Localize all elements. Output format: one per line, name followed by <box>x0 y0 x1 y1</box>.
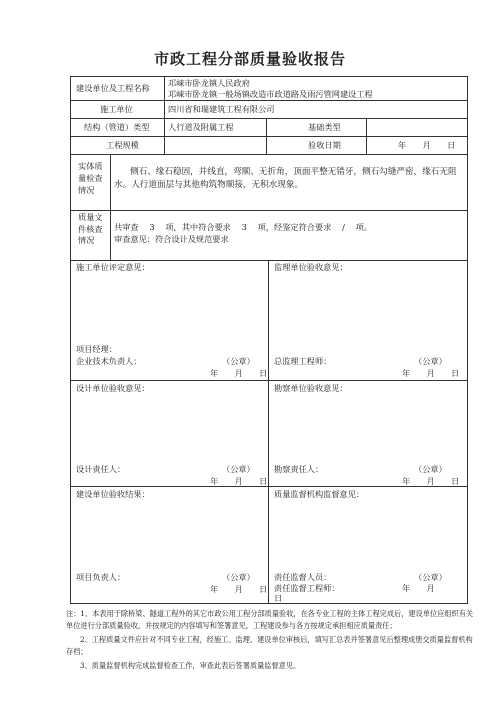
entity-check-value: 侧石、缘石稳固，并线直，弯顺、无折角，顶面平整无错牙，侧石勾缝严密，缘石无阻水。人行道面层与其他构筑物顺接，无积水现象。 <box>114 167 457 190</box>
survey-lead-label: 勘察责任人： <box>274 464 324 474</box>
col-divider <box>110 154 111 260</box>
survey-opinion-label: 勘察单位验收意见： <box>274 383 348 393</box>
seal: （公章） <box>222 572 255 582</box>
scale-label: 工程规模 <box>106 140 139 150</box>
construction-unit-value: 四川省和瑞建筑工程有限公司 <box>168 104 275 114</box>
col-divider <box>266 118 267 154</box>
build-unit-value-1: 邛崃市卧龙镇人民政府 <box>168 78 250 88</box>
col-divider <box>268 260 269 604</box>
date-split-a: 年 月 <box>402 583 435 593</box>
project-manager-label: 项目经理： <box>76 344 117 354</box>
supervisor-person-label: 责任监督人员： <box>274 572 332 582</box>
docs-check-label: 质量文件核查情况 <box>78 212 103 245</box>
col-divider <box>366 118 367 154</box>
foundation-label: 基础类型 <box>308 122 341 132</box>
acceptance-date-value: 年 月 日 <box>398 140 456 150</box>
build-unit-value-2: 邛崃市卧龙镇一般场镇改造市政道路及雨污管网建设工程 <box>168 89 373 99</box>
quality-supervision-label: 质量监督机构监督意见： <box>274 489 365 499</box>
seal: （公章） <box>414 572 447 582</box>
acceptance-date-label: 验收日期 <box>308 140 341 150</box>
page-title: 市政工程分部质量验收报告 <box>153 50 346 68</box>
date: 年 月 日 <box>210 368 268 378</box>
col-divider <box>164 76 165 154</box>
supervisor-engineer-label: 责任监督工程师： <box>274 583 340 593</box>
seal: （公章） <box>222 464 255 474</box>
structure-label: 结构（管道）类型 <box>84 122 150 132</box>
docs-check-line2: 审查意见：符合设计及规范要求 <box>114 234 229 244</box>
date: 年 月 日 <box>210 584 268 594</box>
project-lead-label: 项目负责人： <box>76 572 126 582</box>
seal: （公章） <box>414 356 447 366</box>
row-divider <box>70 100 468 101</box>
docs-check-line1: 共审查 3 项，其中符合要求 3 项，经鉴定符合要求 / 项。 <box>114 222 373 232</box>
tech-lead-label: 企业技术负责人： <box>76 356 142 366</box>
row-divider <box>70 260 468 261</box>
supervision-opinion-label: 监理单位验收意见： <box>274 262 348 272</box>
note-2: 2、工程质量文件应针对不同专业工程，经施工、监理、建设单位审核后，填写汇总表并签署意见后整理成册交质量监督机构存档； <box>66 635 473 656</box>
build-unit-label: 建设单位及工程名称 <box>76 83 150 93</box>
construction-unit-label: 施工单位 <box>100 104 133 114</box>
seal: （公章） <box>222 356 255 366</box>
date: 年 月 日 <box>402 476 460 486</box>
structure-value: 人行道及附属工程 <box>168 122 234 132</box>
chief-supervisor-label: 总监理工程师： <box>274 356 332 366</box>
owner-result-label: 建设单位验收结果： <box>76 489 150 499</box>
note-3: 3、质量监督机构完成监督检查工作，审查此表后签署质量监督意见。 <box>80 661 301 670</box>
design-lead-label: 设计责任人： <box>76 464 126 474</box>
row-divider <box>70 380 468 381</box>
row-divider <box>70 210 468 211</box>
seal: （公章） <box>414 464 447 474</box>
date: 年 月 日 <box>402 368 460 378</box>
entity-check-label: 实体质量检查情况 <box>78 161 103 195</box>
row-divider <box>70 154 468 155</box>
date: 年 月 日 <box>210 476 268 486</box>
row-divider <box>70 136 468 137</box>
construction-opinion-label: 施工单位评定意见： <box>76 262 150 272</box>
note-1: 注：1、本表用于除桥梁、隧道工程外的其它市政公用工程分部质量验收，在各专业工程的主体工程完成后，建设单位应组织有关单位进行分部质量验收，并按规定的内容填写和签署意见，工程建设参与各方按规定承担相应质量责任； <box>66 609 474 630</box>
row-divider <box>70 118 468 119</box>
date-split-b: 日 <box>274 593 283 603</box>
report-form <box>70 76 468 604</box>
design-opinion-label: 设计单位验收意见： <box>76 383 150 393</box>
